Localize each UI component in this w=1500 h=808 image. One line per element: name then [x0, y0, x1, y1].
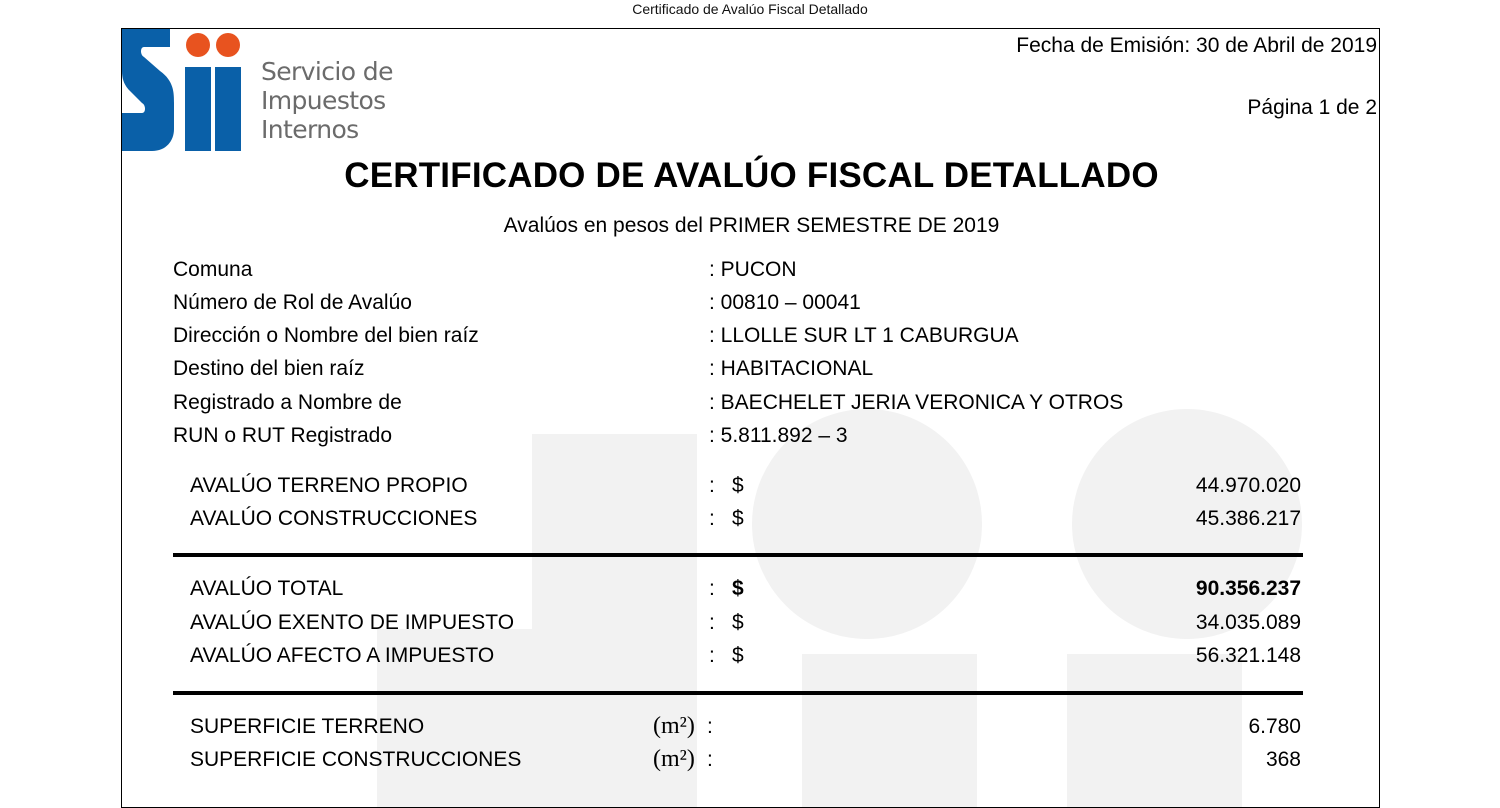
certificate-frame [121, 28, 1380, 808]
info-label: Registrado a Nombre de [173, 391, 402, 414]
superficie-unit: (m²) [653, 713, 695, 739]
sii-logo-mark [122, 29, 252, 159]
total-colon: : [709, 611, 715, 634]
total-label: AVALÚO TOTAL [190, 577, 344, 600]
info-label: RUN o RUT Registrado [173, 424, 393, 447]
section-divider [173, 553, 1303, 557]
certificate-title: CERTIFICADO DE AVALÚO FISCAL DETALLADO [344, 156, 1159, 195]
superficie-label: SUPERFICIE TERRENO [190, 715, 425, 738]
info-label: Dirección o Nombre del bien raíz [173, 324, 479, 347]
superficie-amount: 6.780 [1248, 715, 1301, 738]
superficie-colon: : [707, 748, 713, 771]
info-label: Número de Rol de Avalúo [173, 291, 412, 314]
info-value: : LLOLLE SUR LT 1 CABURGUA [709, 324, 1019, 347]
total-currency: $ [732, 577, 744, 600]
avaluo-currency: $ [732, 474, 744, 497]
section-divider [173, 691, 1303, 695]
total-colon: : [709, 644, 715, 667]
total-amount: 34.035.089 [1195, 611, 1301, 634]
total-label: AVALÚO EXENTO DE IMPUESTO [190, 611, 515, 634]
logo-line-1: Servicio de [261, 57, 393, 86]
superficie-amount: 368 [1265, 748, 1301, 771]
superficie-label: SUPERFICIE CONSTRUCCIONES [190, 748, 522, 771]
superficie-colon: : [707, 715, 713, 738]
total-currency: $ [732, 611, 744, 634]
total-amount: 56.321.148 [1195, 644, 1301, 667]
total-label: AVALÚO AFECTO A IMPUESTO [190, 644, 495, 667]
avaluo-currency: $ [732, 507, 744, 530]
info-label: Comuna [173, 258, 253, 281]
page-number: Página 1 de 2 [1247, 96, 1377, 119]
fecha-emision: Fecha de Emisión: 30 de Abril de 2019 [1016, 34, 1377, 57]
info-label: Destino del bien raíz [173, 357, 365, 380]
info-value: : HABITACIONAL [709, 357, 874, 380]
info-value: : PUCON [709, 258, 797, 281]
avaluo-amount: 44.970.020 [1195, 474, 1301, 497]
avaluo-colon: : [709, 507, 715, 530]
logo-line-3: Internos [261, 115, 359, 144]
document-header: Certificado de Avalúo Fiscal Detallado [632, 1, 868, 17]
superficie-unit: (m²) [653, 746, 695, 772]
avaluo-label: AVALÚO TERRENO PROPIO [190, 474, 468, 497]
info-value: : 00810 – 00041 [709, 291, 861, 314]
logo-line-2: Impuestos [261, 86, 386, 115]
total-currency: $ [732, 644, 744, 667]
sii-logo-text [261, 57, 393, 144]
avaluo-label: AVALÚO CONSTRUCCIONES [190, 507, 478, 530]
avaluo-amount: 45.386.217 [1195, 507, 1301, 530]
total-colon: : [709, 577, 715, 600]
info-value: : BAECHELET JERIA VERONICA Y OTROS [709, 391, 1124, 414]
total-amount: 90.356.237 [1195, 577, 1301, 600]
sii-logo [122, 29, 422, 159]
certificate-subtitle: Avalúos en pesos del PRIMER SEMESTRE DE 2019 [503, 214, 1000, 237]
info-value: : 5.811.892 – 3 [709, 424, 848, 447]
avaluo-colon: : [709, 474, 715, 497]
